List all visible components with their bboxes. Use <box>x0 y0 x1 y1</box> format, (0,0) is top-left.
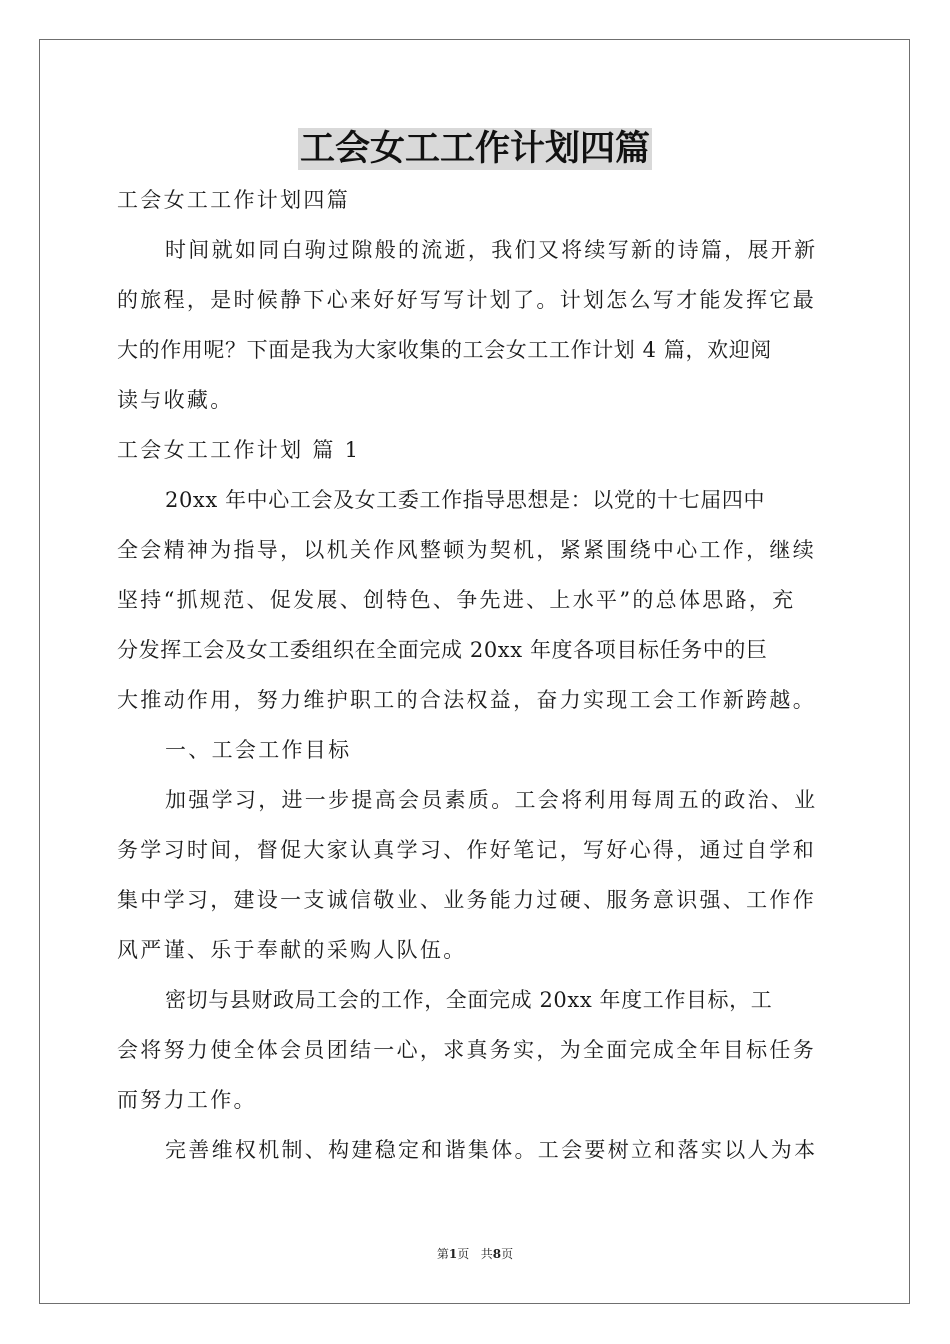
paragraph-line: 密切与县财政局工会的工作，全面完成 20xx 年度工作目标，工 <box>165 988 773 1012</box>
paragraph-line: 的旅程，是时候静下心来好好写写计划了。计划怎么写才能发挥它最 <box>117 288 816 312</box>
paragraph-line: 坚持“抓规范、促发展、创特色、争先进、上水平”的总体思路，充 <box>117 588 796 612</box>
document-title: 工会女工工作计划四篇 <box>299 128 650 169</box>
page-number: 1 <box>448 1247 458 1261</box>
subtitle-line: 工会女工工作计划四篇 <box>117 188 350 212</box>
paragraph-line: 时间就如同白驹过隙般的流逝，我们又将续写新的诗篇，展开新 <box>165 238 818 262</box>
paragraph-line: 分发挥工会及女工委组织在全面完成 20xx 年度各项目标任务中的巨 <box>117 638 768 662</box>
page-label-suffix: 页 <box>457 1247 470 1261</box>
paragraph-line: 集中学习，建设一支诚信敬业、业务能力过硬、服务意识强、工作作 <box>117 888 816 912</box>
paragraph-line: 完善维权机制、构建稳定和谐集体。工会要树立和落实以人为本 <box>165 1138 818 1162</box>
title-container <box>0 128 950 170</box>
paragraph-line: 风严谨、乐于奉献的采购人队伍。 <box>117 938 467 962</box>
total-label-suffix: 页 <box>501 1247 514 1261</box>
paragraph-line: 20xx 年中心工会及女工委工作指导思想是：以党的十七届四中 <box>165 488 766 512</box>
total-pages: 8 <box>492 1247 502 1261</box>
paragraph-line: 会将努力使全体会员团结一心，求真务实，为全面完成全年目标任务 <box>117 1038 816 1062</box>
paragraph-line: 而努力工作。 <box>117 1088 257 1112</box>
page-label-prefix: 第 <box>436 1247 449 1261</box>
subsection-heading: 一、工会工作目标 <box>165 738 352 762</box>
paragraph-line: 大推动作用，努力维护职工的合法权益，奋力实现工会工作新跨越。 <box>117 688 816 712</box>
document-body <box>117 175 836 1175</box>
page-footer <box>0 1245 950 1262</box>
paragraph-line: 务学习时间，督促大家认真学习、作好笔记，写好心得，通过自学和 <box>117 838 816 862</box>
paragraph-line: 大的作用呢？下面是我为大家收集的工会女工工作计划 4 篇，欢迎阅 <box>117 338 772 362</box>
paragraph-line: 读与收藏。 <box>117 388 234 412</box>
total-label-prefix: 共 <box>480 1247 493 1261</box>
section-heading: 工会女工工作计划 篇 1 <box>117 438 361 462</box>
paragraph-line: 全会精神为指导，以机关作风整顿为契机，紧紧围绕中心工作，继续 <box>117 538 816 562</box>
paragraph-line: 加强学习，进一步提高会员素质。工会将利用每周五的政治、业 <box>165 788 818 812</box>
